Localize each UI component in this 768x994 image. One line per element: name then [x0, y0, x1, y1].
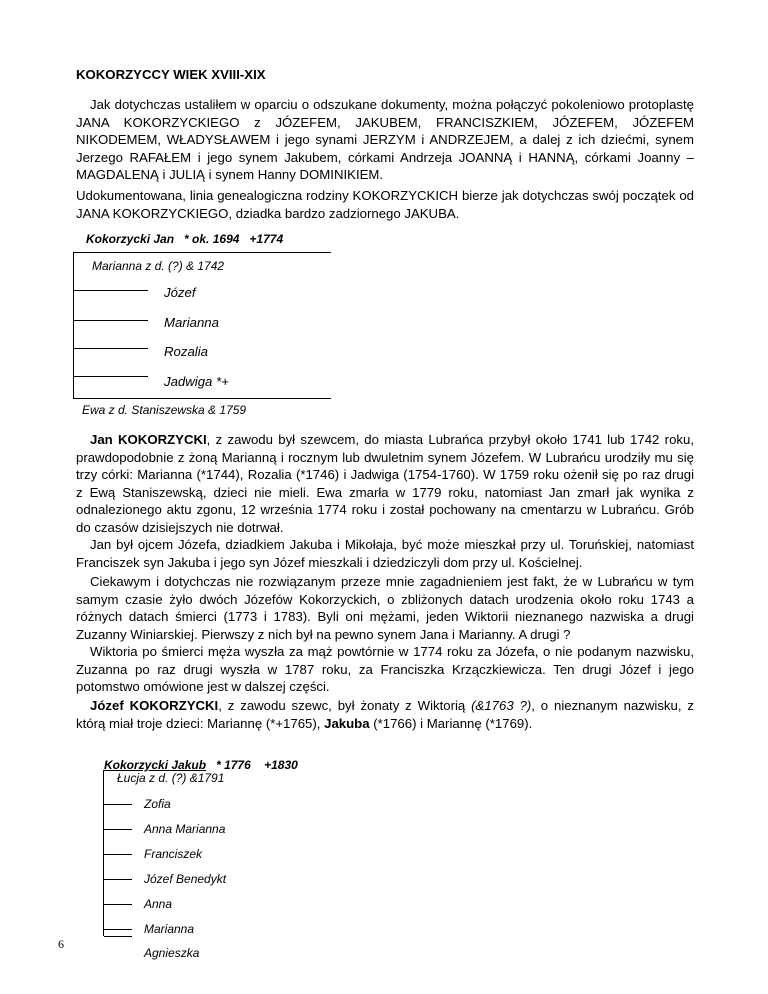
tree1-spouse-second: Ewa z d. Staniszewska & 1759 — [82, 403, 247, 417]
jakub-name: Jakuba — [324, 715, 370, 731]
jan-paragraph — [76, 431, 694, 536]
tree1-branch-line — [74, 320, 148, 321]
tree2-branch-line — [104, 929, 132, 930]
tree1-header — [86, 232, 293, 246]
tree1-birth: * ok. 1694 — [184, 232, 240, 246]
jozef-paragraph — [76, 697, 694, 732]
tree2-vertical-line — [103, 770, 104, 936]
tree1-child: Rozalia — [164, 344, 208, 359]
jan-name: Jan KOKORZYCKI — [90, 432, 207, 447]
tree2-child: Anna — [144, 897, 173, 911]
tree1-branch-line — [74, 290, 148, 291]
tree1-child: Jadwiga *+ — [164, 374, 229, 389]
tree1-spouse-first: Marianna z d. (?) & 1742 — [92, 259, 225, 273]
tree2-child: Marianna — [144, 922, 195, 936]
intro-text: Jak dotychczas ustaliłem w oparciu o odszukane dokumenty, można połączyć pokoleniowo protoplastę JANA KOKORZYCKIEGO z JÓZEFEM, JAKUBEM, FRANCISZKIEM, JÓZEFEM, JÓZEFEM NIKODEMEM, WŁADYSŁAWEM i jego synami JERZYM i ANDRZEJEM, a dalej z ich dziećmi, synem Jerzego RAFAŁEM i jego synem Jakubem, córkami Andrzeja JOANNĄ i HANNĄ, córkami Joanny – MAGDALENĄ i JULIĄ i synem Hanny DOMINIKIEM. — [76, 97, 694, 182]
page-title: KOKORZYCCY WIEK XVIII-XIX — [76, 67, 266, 82]
tree2-branch-line — [104, 829, 132, 830]
lineage-text: Udokumentowana, linia genealogiczna rodziny KOKORZYCKICH bierze jak dotychczas swój początek od JANA KOKORZYCKIEGO, dziadka bardzo zadziornego JAKUBA. — [76, 188, 694, 221]
tree2-branch-line — [104, 854, 132, 855]
tree1-bottom-line — [73, 398, 331, 399]
tree1-death: +1774 — [249, 232, 284, 246]
jozef-text-2: , o nieznanym nazwisku, z którą miał troje dzieci: Mariannę (*+1765), — [76, 698, 694, 731]
tree2-child: Agnieszka — [144, 946, 200, 960]
tree2-header — [104, 758, 298, 772]
tree2-name: Kokorzycki Jakub — [104, 758, 207, 772]
page-number: 6 — [58, 937, 64, 951]
curious-section — [76, 573, 694, 696]
jozef-text-1: , z zawodu szewc, był żonaty z Wiktorią — [218, 698, 472, 713]
tree2-child: Anna Marianna — [144, 822, 226, 836]
tree1-branch-line — [74, 348, 148, 349]
tree2-branch-line — [104, 936, 132, 937]
tree2-child: Franciszek — [144, 847, 203, 861]
tree2-child: Zofia — [144, 797, 171, 811]
curious-paragraph-2: Wiktoria po śmierci męża wyszła za mąż powtórnie w 1774 roku za Józefa, o nie podanym nazwisku, Zuzanna po raz drugi wyszła w 1787 roku, za Franciszka Krzączkiewicza. Ten drugi Józef i jego potomstwo omówione jest w dalszej części. — [76, 644, 694, 694]
jozef-text-3: (*1766) i Mariannę (*1769). — [369, 715, 533, 731]
curious-paragraph: Ciekawym i dotychczas nie rozwiązanym przeze mnie zagadnieniem jest fakt, że w Lubrańcu w tym samym czasie żyło dwóch Józefów Kokorzyckich, o zbliżonych datach urodzenia około roku 1743 a różnych datach śmierci (1773 i 1783). Byli oni mężami, jeden Wiktorii nieznanego nazwiska a drugi Zuzanny Winiarskiej. Pierwszy z nich był na pewno synem Jana i Marianny. A drugi ? — [76, 574, 694, 642]
tree1-name: Kokorzycki Jan — [86, 232, 175, 246]
tree1-branch-line — [74, 376, 148, 377]
jan-section — [76, 431, 694, 571]
jan-paragraph-2: Jan był ojcem Józefa, dziadkiem Jakuba i Mikołaja, być może mieszkał przy ul. Toruńskiej, natomiast Franciszek syn Jakuba i jego syn Józef mieszkali i dziedziczyli dom przy ul. Kościelnej. — [76, 537, 694, 570]
jozef-marriage: (&1763 ?) — [471, 698, 532, 713]
tree2-spouse: Łucja z d. (?) &1791 — [117, 771, 225, 785]
tree1-top-line — [73, 252, 331, 253]
jan-text: , z zawodu był szewcem, do miasta Lubrańca przybył około 1741 lub 1742 roku, prawdopodobnie z żoną Marianną i rocznym lub dwuletnim synem Józefem. W Lubrańcu urodziły mu się trzy córki: Marianna (*1744), Rozalia (*1746) i Jadwiga (1754-1760). W 1759 roku ożenił się po raz drugi z Ewą Staniszewską, dzieci nie mieli. Ewa zmarła w 1779 roku, natomiast Jan zmarł jak wynika z odnalezionego aktu zgonu, 12 września 1774 roku i został pochowany na cmentarzu w Lubrańcu. Grób do czasów dzisiejszych nie dotrwał. — [76, 432, 694, 535]
tree1-child: Marianna — [164, 315, 219, 330]
lineage-paragraph — [76, 187, 694, 222]
tree2-birth: * 1776 — [216, 758, 251, 772]
tree2-child: Józef Benedykt — [144, 872, 227, 886]
tree2-branch-line — [104, 879, 132, 880]
tree1-child: Józef — [164, 285, 196, 300]
tree2-death: +1830 — [264, 758, 298, 772]
tree2-branch-line — [104, 804, 132, 805]
intro-paragraph — [76, 96, 694, 184]
jozef-section — [76, 697, 694, 732]
tree2-branch-line — [104, 904, 132, 905]
jozef-name: Józef KOKORZYCKI — [90, 698, 219, 713]
